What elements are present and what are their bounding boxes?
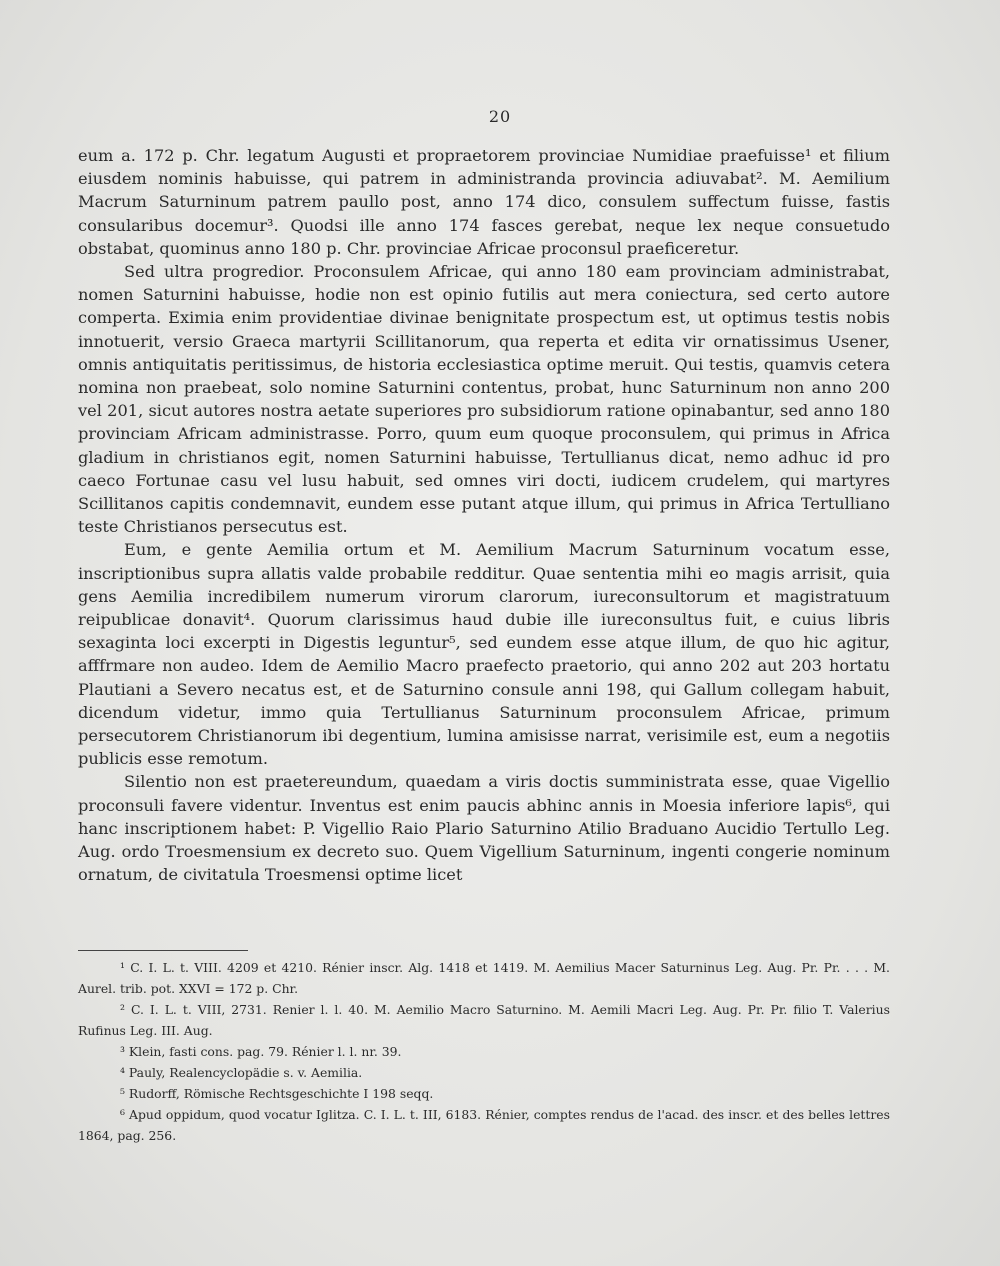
footnote-divider [78,950,248,951]
main-text [78,144,890,887]
paragraph: Eum, e gente Aemilia ortum et M. Aemilium Macrum Saturninum vocatum esse, inscriptionibus supra allatis valde probabile redditur. Quae sententia mihi eo magis arrisit, quia gens Aemilia incredibilem numerum virorum clarorum, iureconsultorum et magistratuum reipublicae donavit⁴. Quorum clarissimus haud dubie ille iureconsultus fuit, e cuius libris sexaginta loci excerpti in Digestis leguntur⁵, sed eundem esse atque illum, de quo hic agitur, afffrmare non audeo. Idem de Aemilio Macro praefecto praetorio, qui anno 202 aut 203 hortatu Plautiani a Severo necatus est, et de Saturnino consule anni 198, qui Gallum collegam habuit, dicendum videtur, immo quia Tertullianus Saturninum proconsulem Africae, primum persecutorem Christianorum ibi degentium, lumina amisisse narrat, verisimile est, eum a negotiis publicis esse remotum. [78,540,890,769]
footnote: ⁴ Pauly, Realencyclopädie s. v. Aemilia. [120,1065,363,1080]
paragraph: eum a. 172 p. Chr. legatum Augusti et propraetorem provinciae Numidiae praefuisse¹ et filium eiusdem nominis habuisse, qui patrem in administranda provincia adiuvabat². M. Aemilium Macrum Saturninum patrem paullo post, anno 174 dico, consulem suffectum fuisse, fastis consularibus docemur³. Quodsi ille anno 174 fasces gerebat, neque lex neque consuetudo obstabat, quominus anno 180 p. Chr. provinciae Africae proconsul praeficeretur. [78,146,890,258]
footnote: ⁶ Apud oppidum, quod vocatur Iglitza. C. I. L. t. III, 6183. Rénier, comptes rendus de l'acad. des inscr. et des belles lettres 1864, pag. 256. [78,1107,890,1143]
footnote: ³ Klein, fasti cons. pag. 79. Rénier l. l. nr. 39. [120,1044,402,1059]
footnotes [78,957,890,1146]
footnote: ² C. I. L. t. VIII, 2731. Renier l. l. 40. M. Aemilio Macro Saturnino. M. Aemili Macri Leg. Aug. Pr. Pr. filio T. Valerius Rufinus Leg. III. Aug. [78,1002,890,1038]
paragraph: Sed ultra progredior. Proconsulem Africae, qui anno 180 eam provinciam administrabat, nomen Saturnini habuisse, hodie non est opinio futilis aut mera coniectura, sed certo autore comperta. Eximia enim providentiae divinae benignitate prospectum est, ut optimus testis nobis innotuerit, versio Graeca martyrii Scillitanorum, qua reperta et edita vir ornatissimus Usener, omnis antiquitatis peritissimus, de historia ecclesiastica optime meruit. Qui testis, quamvis cetera nomina non praebeat, solo nomine Saturnini contentus, probat, hunc Saturninum non anno 200 vel 201, sicut autores nostra aetate superiores pro subsidiorum ratione opinabantur, sed anno 180 provinciam Africam administrasse. Porro, quum eum quoque proconsulem, qui primus in Africa gladium in christianos egit, nomen Saturnini habuisse, Tertullianus dicat, nemo adhuc id pro caeco Fortunae casu vel lusu habuit, sed omnes viri docti, iudicem crudelem, qui martyres Scillitanos capitis condemnavit, eundem esse putant atque illum, qui primus in Africa Tertulliano teste Christianos persecutus est. [78,262,890,537]
paragraph: Silentio non est praetereundum, quaedam a viris doctis sumministrata esse, quae Vigellio proconsuli favere videntur. Inventus est enim paucis abhinc annis in Moesia inferiore lapis⁶, qui hanc inscriptionem habet: P. Vigellio Raio Plario Saturnino Atilio Braduano Aucidio Tertullo Leg. Aug. ordo Troesmensium ex decreto suo. Quem Vigellium Saturninum, ingenti congerie nominum ornatum, de civitatula Troesmensi optime licet [78,772,890,885]
footnote: ¹ C. I. L. t. VIII. 4209 et 4210. Rénier inscr. Alg. 1418 et 1419. M. Aemilius Macer Saturninus Leg. Aug. Pr. Pr. . . . M. Aurel. trib. pot. XXVI = 172 p. Chr. [78,960,890,996]
footnote: ⁵ Rudorff, Römische Rechtsgeschichte I 198 seqq. [120,1086,434,1101]
page-number: 20 [488,107,512,126]
